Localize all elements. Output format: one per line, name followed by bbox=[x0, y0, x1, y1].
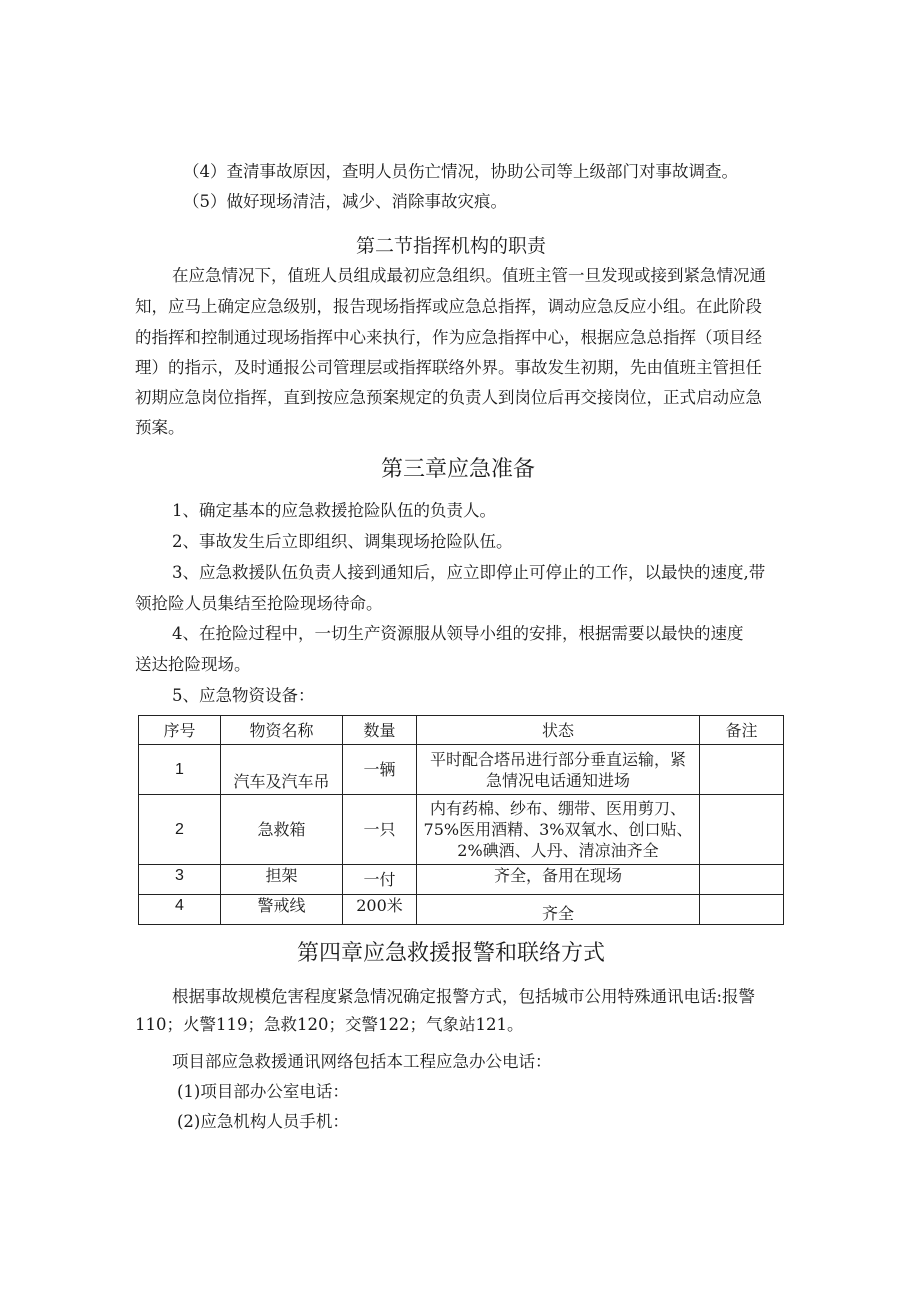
list-item: （4）查清事故原因，查明人员伤亡情况，协助公司等上级部门对事故调查。 bbox=[183, 162, 738, 181]
item-name: 汽车及汽车吊 bbox=[221, 745, 343, 795]
item-status bbox=[417, 865, 700, 895]
item-status bbox=[417, 795, 700, 865]
list-item: 3、应急救援队伍负责人接到通知后，应立即停止可停止的工作，以最快的速度,带 bbox=[172, 563, 766, 582]
materials-table bbox=[138, 715, 784, 925]
table-row bbox=[139, 745, 784, 795]
table-row bbox=[139, 895, 784, 925]
row-number: 2 bbox=[139, 795, 221, 865]
paragraph-line: 根据事故规模危害程度紧急情况确定报警方式，包括城市公用特殊通讯电话:报警 bbox=[172, 987, 756, 1006]
status-line: 内有药棉、纱布、绷带、医用剪刀、 bbox=[429, 799, 686, 818]
paragraph-line: 初期应急岗位指挥，直到按应急预案规定的负责人到岗位后再交接岗位，正式启动应急 bbox=[135, 388, 762, 407]
paragraph-line: 预案。 bbox=[135, 418, 185, 437]
paragraph-line: 项目部应急救援通讯网络包括本工程应急办公电话： bbox=[172, 1052, 552, 1071]
list-item: (2)应急机构人员手机： bbox=[177, 1112, 349, 1131]
status-line: 急情况电话通知进场 bbox=[485, 770, 630, 790]
item-note bbox=[700, 865, 784, 895]
item-status bbox=[417, 895, 700, 925]
status-line: 齐全 bbox=[541, 904, 574, 923]
header-cell: 物资名称 bbox=[221, 716, 343, 745]
header-cell: 数量 bbox=[343, 716, 417, 745]
paragraph-line: 知，应马上确定应急级别，报告现场指挥或应急总指挥，调动应急反应小组。在此阶段 bbox=[135, 297, 762, 316]
status-line: 平时配合塔吊进行部分垂直运输，紧 bbox=[429, 749, 686, 769]
row-number: 4 bbox=[139, 895, 221, 925]
row-number: 1 bbox=[139, 745, 221, 795]
status-line: 2%碘酒、人丹、清凉油齐全 bbox=[457, 841, 659, 860]
row-number: 3 bbox=[139, 865, 221, 895]
status-line: 齐全，备用在现场 bbox=[493, 866, 622, 885]
list-item: (1)项目部办公室电话： bbox=[177, 1082, 349, 1101]
paragraph-line: 在应急情况下，值班人员组成最初应急组织。值班主管一旦发现或接到紧急情况通 bbox=[172, 266, 766, 285]
item-name: 担架 bbox=[221, 865, 343, 895]
chapter-title: 第四章应急救援报警和联络方式 bbox=[297, 941, 606, 966]
list-item: 领抢险人员集结至抢险现场待命。 bbox=[135, 594, 383, 613]
list-item: 送达抢险现场。 bbox=[135, 655, 251, 674]
item-quantity: 一辆 bbox=[343, 745, 417, 795]
item-name: 警戒线 bbox=[221, 895, 343, 925]
header-cell: 序号 bbox=[139, 716, 221, 745]
table-header-row bbox=[139, 716, 784, 745]
paragraph-line: 的指挥和控制通过现场指挥中心来执行，作为应急指挥中心，根据应急总指挥（项目经 bbox=[135, 328, 762, 347]
status-line: 75%医用酒精、3%双氧水、创口贴、 bbox=[423, 820, 693, 839]
header-cell: 状态 bbox=[417, 716, 700, 745]
item-status bbox=[417, 745, 700, 795]
item-quantity: 一只 bbox=[343, 795, 417, 865]
list-item: 2、事故发生后立即组织、调集现场抢险队伍。 bbox=[172, 532, 513, 551]
list-item: 1、确定基本的应急救援抢险队伍的负责人。 bbox=[172, 501, 496, 520]
item-quantity: 一付 bbox=[343, 865, 417, 895]
chapter-title: 第三章应急准备 bbox=[381, 457, 536, 482]
item-name: 急救箱 bbox=[221, 795, 343, 865]
table-row bbox=[139, 865, 784, 895]
list-item: 4、在抢险过程中，一切生产资源服从领导小组的安排，根据需要以最快的速度 bbox=[172, 624, 744, 643]
header-cell: 备注 bbox=[700, 716, 784, 745]
item-note bbox=[700, 895, 784, 925]
item-note bbox=[700, 795, 784, 865]
paragraph-line: 110；火警119；急救120；交警122；气象站121。 bbox=[135, 1015, 524, 1034]
paragraph-line: 理）的指示，及时通报公司管理层或指挥联络外界。事故发生初期，先由值班主管担任 bbox=[135, 358, 762, 377]
list-item: 5、应急物资设备： bbox=[172, 686, 315, 705]
section-title: 第二节指挥机构的职责 bbox=[356, 235, 547, 257]
item-quantity: 200米 bbox=[343, 895, 417, 925]
table-row bbox=[139, 795, 784, 865]
list-item: （5）做好现场清洁，减少、消除事故灾痕。 bbox=[183, 192, 507, 211]
item-note bbox=[700, 745, 784, 795]
